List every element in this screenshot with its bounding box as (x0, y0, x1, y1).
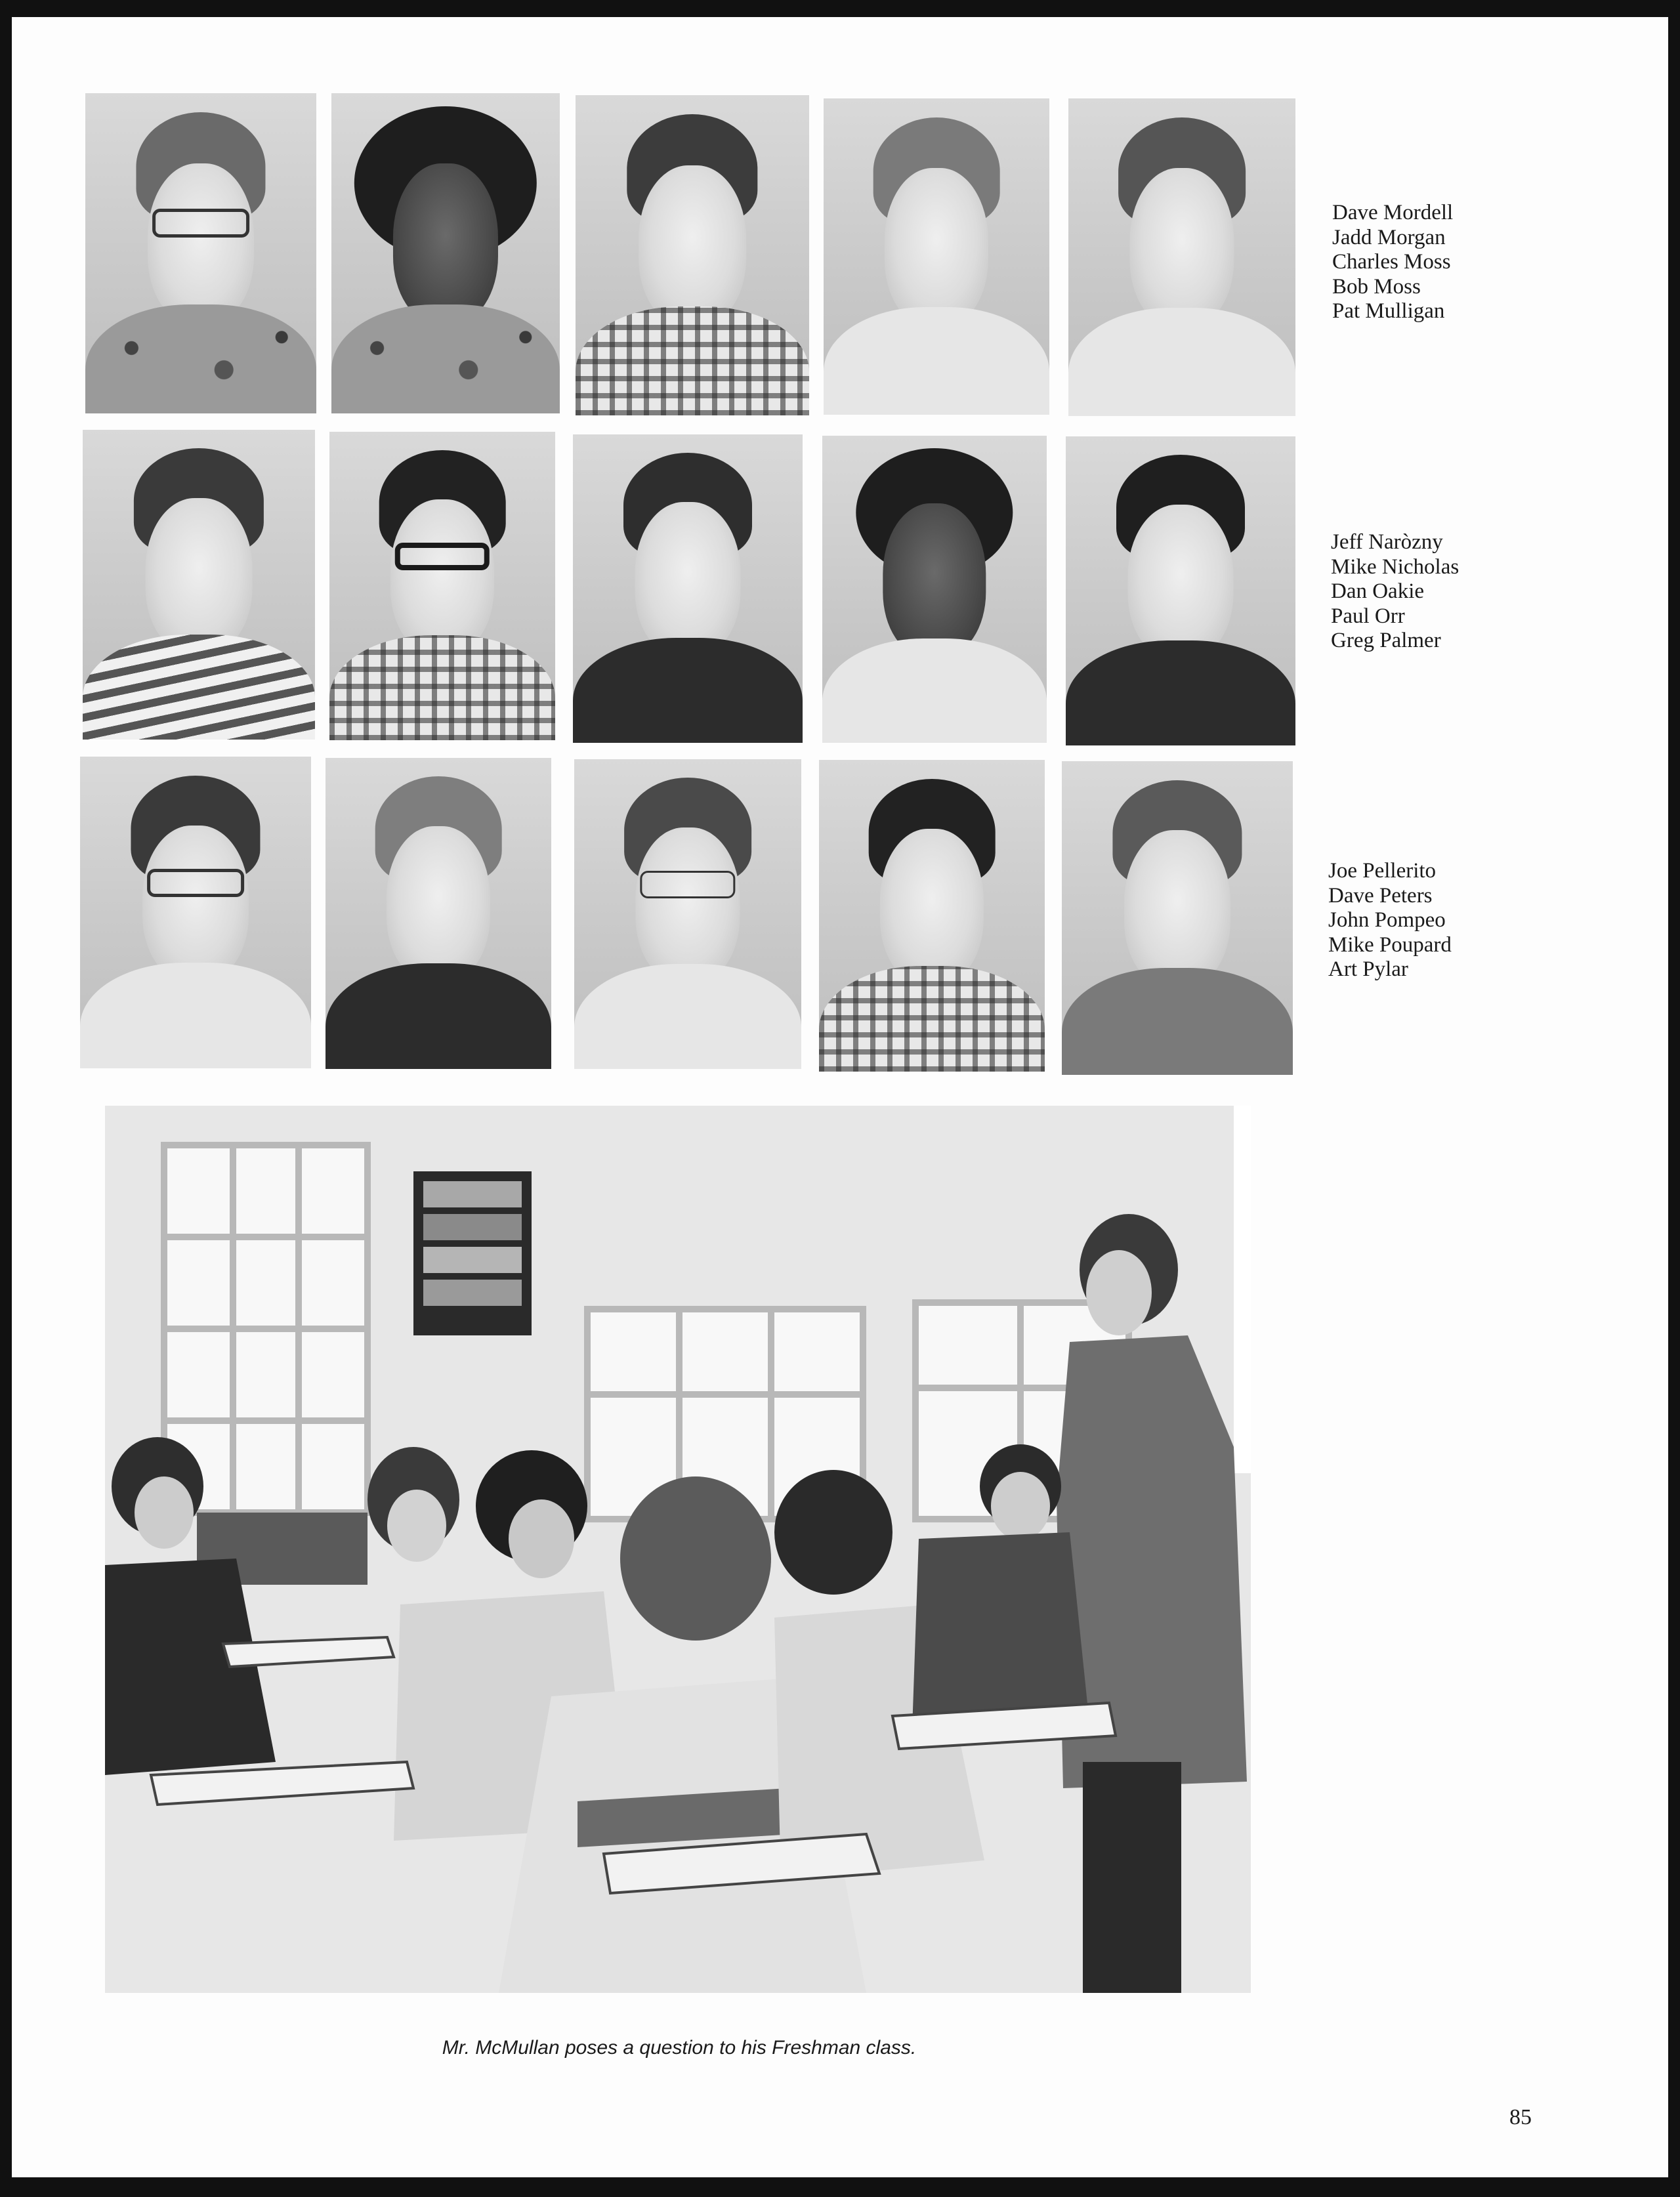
portrait-greg-palmer (1066, 436, 1295, 745)
portrait-face (639, 165, 746, 325)
name-list-row-2 (1331, 530, 1459, 654)
portrait-face (880, 829, 984, 985)
portrait-shirt (819, 966, 1045, 1072)
student-name: Charles Moss (1332, 250, 1451, 274)
classroom-scene (105, 1106, 1251, 1993)
student-name: Mike Poupard (1328, 932, 1452, 957)
portrait-joe-pellerito (80, 757, 311, 1068)
student-name: Dan Oakie (1331, 579, 1425, 603)
portrait-face (1124, 830, 1230, 987)
portrait-jeff-narozny (83, 430, 315, 740)
wall-poster (413, 1171, 532, 1335)
portrait-face (885, 168, 988, 326)
portrait-john-pompeo (574, 759, 801, 1069)
student-name: Greg Palmer (1331, 629, 1441, 652)
portrait-dave-mordell (85, 93, 316, 413)
portrait-shirt (822, 638, 1047, 743)
portrait-shirt (574, 964, 801, 1069)
student-name: Jeff Naròzny (1331, 530, 1443, 554)
portrait-face (387, 826, 490, 982)
portrait-face (883, 503, 986, 657)
portrait-face (142, 826, 249, 982)
student-name: Dave Peters (1328, 883, 1433, 908)
portrait-paul-orr (822, 436, 1047, 743)
portrait-shirt (331, 304, 560, 413)
student-name: Art Pylar (1328, 957, 1408, 981)
portrait-shirt (824, 307, 1049, 415)
name-list-row-3 (1328, 859, 1452, 982)
portrait-face (635, 827, 740, 982)
page-number: 85 (1509, 2105, 1532, 2129)
portrait-shirt (83, 635, 315, 740)
portrait-glasses (395, 543, 490, 570)
portrait-charles-moss (576, 95, 809, 415)
portrait-mike-poupard (819, 760, 1045, 1072)
student-name: John Pompeo (1328, 908, 1446, 932)
portrait-dave-peters (326, 758, 551, 1069)
portrait-mike-nicholas (329, 432, 555, 740)
name-list-row-1 (1332, 201, 1453, 324)
portrait-art-pylar (1062, 761, 1293, 1075)
portrait-jadd-morgan (331, 93, 560, 413)
portrait-dan-oakie (573, 434, 803, 743)
portrait-face (393, 163, 498, 324)
portrait-shirt (576, 306, 809, 415)
student-name: Mike Nicholas (1331, 554, 1460, 579)
portrait-shirt (85, 304, 316, 413)
classroom-photo (105, 1106, 1251, 1993)
portrait-face (146, 498, 253, 653)
portrait-glasses (640, 871, 735, 898)
portrait-shirt (80, 963, 311, 1069)
portrait-bob-moss (824, 98, 1049, 415)
portrait-shirt (329, 635, 555, 740)
portrait-face (1129, 168, 1234, 327)
photo-caption: Mr. McMullan poses a question to his Freshman class. (442, 2037, 917, 2059)
portrait-glasses (147, 869, 244, 897)
portrait-shirt (1062, 968, 1293, 1075)
student-name: Paul Orr (1331, 604, 1405, 628)
portrait-shirt (326, 963, 551, 1069)
student-name: Pat Mulligan (1332, 299, 1445, 323)
student-name: Joe Pellerito (1328, 859, 1437, 883)
portrait-face (635, 502, 741, 656)
student-name: Bob Moss (1332, 274, 1421, 299)
student-name: Jadd Morgan (1332, 225, 1446, 249)
portrait-shirt (1066, 640, 1295, 745)
portrait-glasses (152, 209, 249, 238)
portrait-face (390, 499, 494, 654)
portrait-face (1128, 505, 1234, 659)
portrait-face (148, 163, 254, 324)
portrait-shirt (573, 638, 803, 743)
portrait-shirt (1068, 308, 1295, 416)
portrait-pat-mulligan (1068, 98, 1295, 416)
student-name: Dave Mordell (1332, 201, 1454, 224)
